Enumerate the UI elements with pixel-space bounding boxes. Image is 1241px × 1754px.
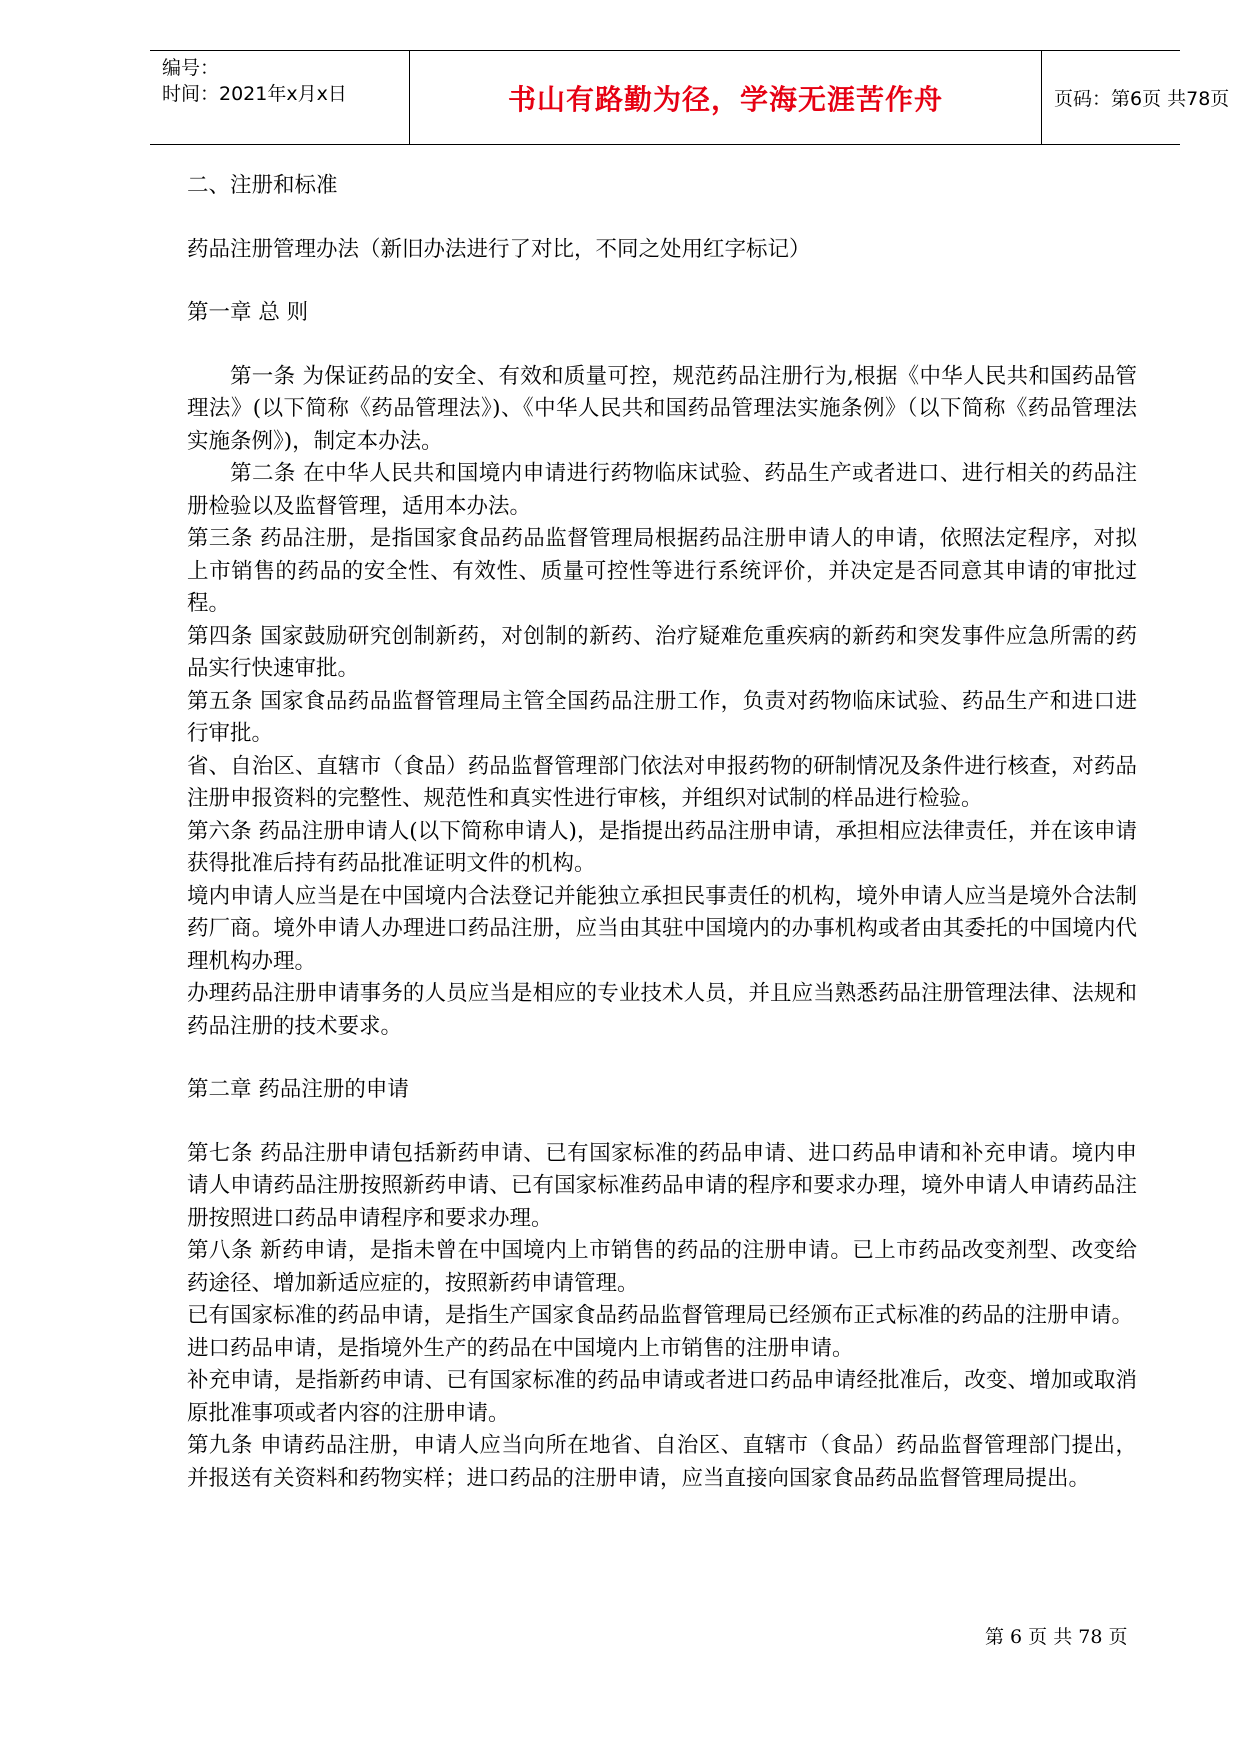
header-page-label: 页码：第6页 共78页 — [1054, 88, 1230, 110]
article-paragraph: 第五条 国家食品药品监督管理局主管全国药品注册工作，负责对药物临床试验、药品生产和进口进行审批。 — [187, 688, 1137, 746]
article-paragraph: 补充申请，是指新药申请、已有国家标准的药品申请或者进口药品申请经批准后，改变、增加或取消原批准事项或者内容的注册申请。 — [187, 1368, 1137, 1426]
chapter-title: 第二章 药品注册的申请 — [187, 1077, 409, 1102]
chapter-title: 第一章 总 则 — [187, 300, 309, 325]
header-motto: 书山有路勤为径，学海无涯苦作舟 — [410, 51, 1042, 144]
article-paragraph: 第六条 药品注册申请人(以下简称申请人)，是指提出药品注册申请，承担相应法律责任，并在该申请获得批准后持有药品批准证明文件的机构。 — [187, 818, 1137, 876]
article-paragraph: 省、自治区、直辖市（食品）药品监督管理部门依法对申报药物的研制情况及条件进行核查，对药品注册申报资料的完整性、规范性和真实性进行审核，并组织对试制的样品进行检验。 — [187, 753, 1137, 811]
article-paragraph: 办理药品注册申请事务的人员应当是相应的专业技术人员，并且应当熟悉药品注册管理法律、法规和药品注册的技术要求。 — [187, 981, 1137, 1039]
article-paragraph: 进口药品申请，是指境外生产的药品在中国境内上市销售的注册申请。 — [187, 1335, 854, 1361]
document-body — [187, 170, 1137, 1495]
article-paragraph: 第四条 国家鼓励研究创制新药，对创制的新药、治疗疑难危重疾病的新药和突发事件应急所需的药品实行快速审批。 — [187, 623, 1137, 681]
article-paragraph: 第七条 药品注册申请包括新药申请、已有国家标准的药品申请、进口药品申请和补充申请。境内申请人申请药品注册按照新药申请、已有国家标准药品申请的程序和要求办理，境外申请人申请药品注册按照进口药品申请程序和要求办理。 — [187, 1140, 1137, 1231]
article-paragraph: 已有国家标准的药品申请，是指生产国家食品药品监督管理局已经颁布正式标准的药品的注册申请。 — [187, 1303, 1134, 1328]
header-meta — [150, 51, 410, 144]
document-time-label: 时间：2021年x月x日 — [162, 83, 347, 105]
article-paragraph: 第八条 新药申请，是指未曾在中国境内上市销售的药品的注册申请。已上市药品改变剂型、改变给药途径、增加新适应症的，按照新药申请管理。 — [187, 1238, 1137, 1296]
page-header — [150, 50, 1230, 145]
article-paragraph: 境内申请人应当是在中国境内合法登记并能独立承担民事责任的机构，境外申请人应当是境外合法制药厂商。境外申请人办理进口药品注册，应当由其驻中国境内的办事机构或者由其委托的中国境内代理机构办理。 — [187, 883, 1137, 974]
document-number-label: 编号： — [162, 57, 220, 79]
article-paragraph: 第九条 申请药品注册，申请人应当向所在地省、自治区、直辖市（食品）药品监督管理部门提出，并报送有关资料和药物实样；进口药品的注册申请，应当直接向国家食品药品监督管理局提出。 — [187, 1433, 1137, 1491]
page-footer: 第 6 页 共 78 页 — [985, 1626, 1128, 1648]
article-paragraph: 第三条 药品注册，是指国家食品药品监督管理局根据药品注册申请人的申请，依照法定程序，对拟上市销售的药品的安全性、有效性、质量可控性等进行系统评价，并决定是否同意其申请的审批过程。 — [187, 526, 1137, 616]
document-title: 药品注册管理办法（新旧办法进行了对比，不同之处用红字标记） — [187, 236, 811, 262]
article-paragraph: 第一条 为保证药品的安全、有效和质量可控，规范药品注册行为,根据《中华人民共和国药品管理法》(以下简称《药品管理法》)、《中华人民共和国药品管理法实施条例》（以下简称《药品管理法实施条例》)，制定本办法。 — [187, 363, 1137, 454]
article-paragraph: 第二条 在中华人民共和国境内申请进行药物临床试验、药品生产或者进口、进行相关的药品注册检验以及监督管理，适用本办法。 — [187, 461, 1137, 519]
section-title: 二、注册和标准 — [187, 173, 338, 198]
